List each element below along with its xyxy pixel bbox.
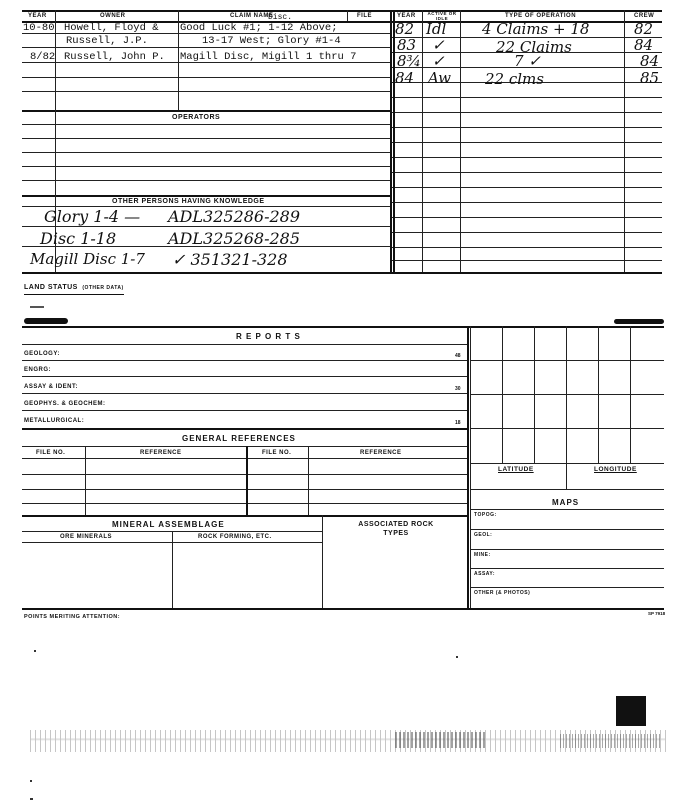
genref-col-file-1: FILE NO. (36, 450, 66, 456)
activity-row-3-status: ✓ (432, 52, 445, 70)
claim-name-overtype: Disc. (268, 13, 293, 22)
owner-row-2-owner: Russell, J.P. (66, 35, 148, 47)
ref-row-3-claims: Magill Disc 1-7 (30, 250, 145, 268)
activity-row-4-year: 84 (395, 69, 415, 87)
reports-title: R E P O R T S (236, 332, 301, 341)
activity-row-2-operation: 22 Claims (496, 38, 572, 56)
ref-row-3-adl: ✓ 351321-328 (172, 250, 288, 269)
maps-other: OTHER (& PHOTOS) (474, 590, 531, 596)
maps-title: MAPS (552, 498, 580, 507)
header-type-of-operation: TYPE OF OPERATION (505, 13, 577, 19)
owner-row-3-year: 8/82 (30, 51, 56, 63)
header-crew: CREW (634, 13, 655, 19)
activity-row-4-crew: 85 (640, 69, 660, 87)
scan-dot-2 (456, 656, 458, 658)
scan-black-square (616, 696, 646, 726)
activity-row-1-crew: 82 (634, 20, 654, 38)
land-status (24, 276, 124, 295)
activity-row-2-status: ✓ (432, 36, 445, 54)
genref-col-file-2: FILE NO. (262, 450, 292, 456)
scan-dots (30, 306, 44, 308)
header-year: YEAR (28, 13, 47, 19)
scan-dot-3 (30, 780, 32, 782)
scan-noise-dark (395, 732, 485, 748)
activity-row-3-crew: 84 (640, 52, 660, 70)
general-references-title: GENERAL REFERENCES (182, 434, 296, 443)
points-meriting-label: POINTS MERITING ATTENTION: (24, 614, 121, 620)
scan-mark-right (614, 319, 664, 324)
genref-col-ref-1: REFERENCE (140, 450, 182, 456)
ref-row-1-adl: ADL325286-289 (168, 207, 301, 226)
ref-row-2-claims: Disc 1-18 (40, 229, 117, 248)
genref-col-ref-2: REFERENCE (360, 450, 402, 456)
activity-row-4-operation: 22 clms (485, 70, 544, 88)
operators-label: OPERATORS (172, 114, 221, 121)
activity-row-4-status: Aw (428, 69, 451, 87)
scan-noise-dark-2 (560, 734, 660, 748)
activity-row-1-year: 82 (395, 20, 415, 38)
scan-dot-1 (34, 650, 36, 652)
ref-row-1-claims: Glory 1-4 — (44, 207, 141, 226)
header-year-2: YEAR (397, 13, 416, 19)
maps-mine: MINE: (474, 552, 491, 558)
mineral-assemblage-title: MINERAL ASSEMBLAGE (112, 520, 225, 529)
owner-row-3-owner: Russell, John P. (64, 51, 165, 63)
land-status-label: LAND STATUS (24, 284, 78, 291)
form-number: SP 7918 (648, 611, 666, 616)
associated-rock-types: ASSOCIATED ROCK TYPES (358, 521, 434, 537)
report-engrg-label: ENGRG: (24, 367, 51, 373)
maps-topog: TOPOG: (474, 512, 497, 518)
owner-row-1-year: 10-80 (23, 22, 55, 34)
other-persons-label: OTHER PERSONS HAVING KNOWLEDGE (112, 198, 265, 205)
report-geophys-label: GEOPHYS. & GEOCHEM: (24, 401, 106, 407)
report-metallurgical-num: 18 (455, 420, 461, 426)
owner-row-1-claim: Good Luck #1; 1-12 Above; (180, 22, 338, 34)
report-geology-label: GEOLOGY: (24, 351, 60, 357)
activity-row-3-operation: 7 ✓ (514, 52, 541, 70)
activity-row-3-year: 8¾ (397, 52, 422, 70)
owner-row-2-claim: 13-17 West; Glory #1-4 (202, 35, 341, 47)
ref-row-2-adl: ADL325268-285 (168, 229, 301, 248)
latitude-label: LATITUDE (498, 466, 534, 473)
report-assay-label: ASSAY & IDENT: (24, 384, 79, 390)
scan-mark-left (24, 318, 68, 324)
owner-row-3-claim: Magill Disc, Migill 1 thru 7 (180, 51, 357, 63)
land-status-sub: (OTHER DATA) (82, 285, 124, 291)
header-file: FILE (357, 13, 372, 19)
activity-row-2-year: 83 (397, 36, 417, 54)
maps-geol: GEOL: (474, 532, 493, 538)
header-claim-name: CLAIM NAME (230, 13, 274, 19)
activity-row-1-status: Idl (426, 20, 447, 38)
activity-row-2-crew: 84 (634, 36, 654, 54)
longitude-label: LONGITUDE (594, 466, 637, 473)
header-owner: OWNER (100, 13, 126, 19)
header-active-or-idle: ACTIVE OR IDLE (427, 11, 457, 21)
maps-assay: ASSAY: (474, 571, 496, 577)
owner-row-1-owner: Howell, Floyd & (64, 22, 159, 34)
report-geology-num: 48 (455, 353, 461, 359)
report-assay-num: 30 (455, 386, 461, 392)
ore-minerals-label: ORE MINERALS (60, 534, 113, 540)
activity-row-1-operation: 4 Claims + 18 (482, 20, 590, 38)
scan-dot-4 (30, 798, 33, 800)
report-metallurgical-label: METALLURGICAL: (24, 418, 85, 424)
rock-forming-label: ROCK FORMING, ETC. (198, 534, 272, 540)
